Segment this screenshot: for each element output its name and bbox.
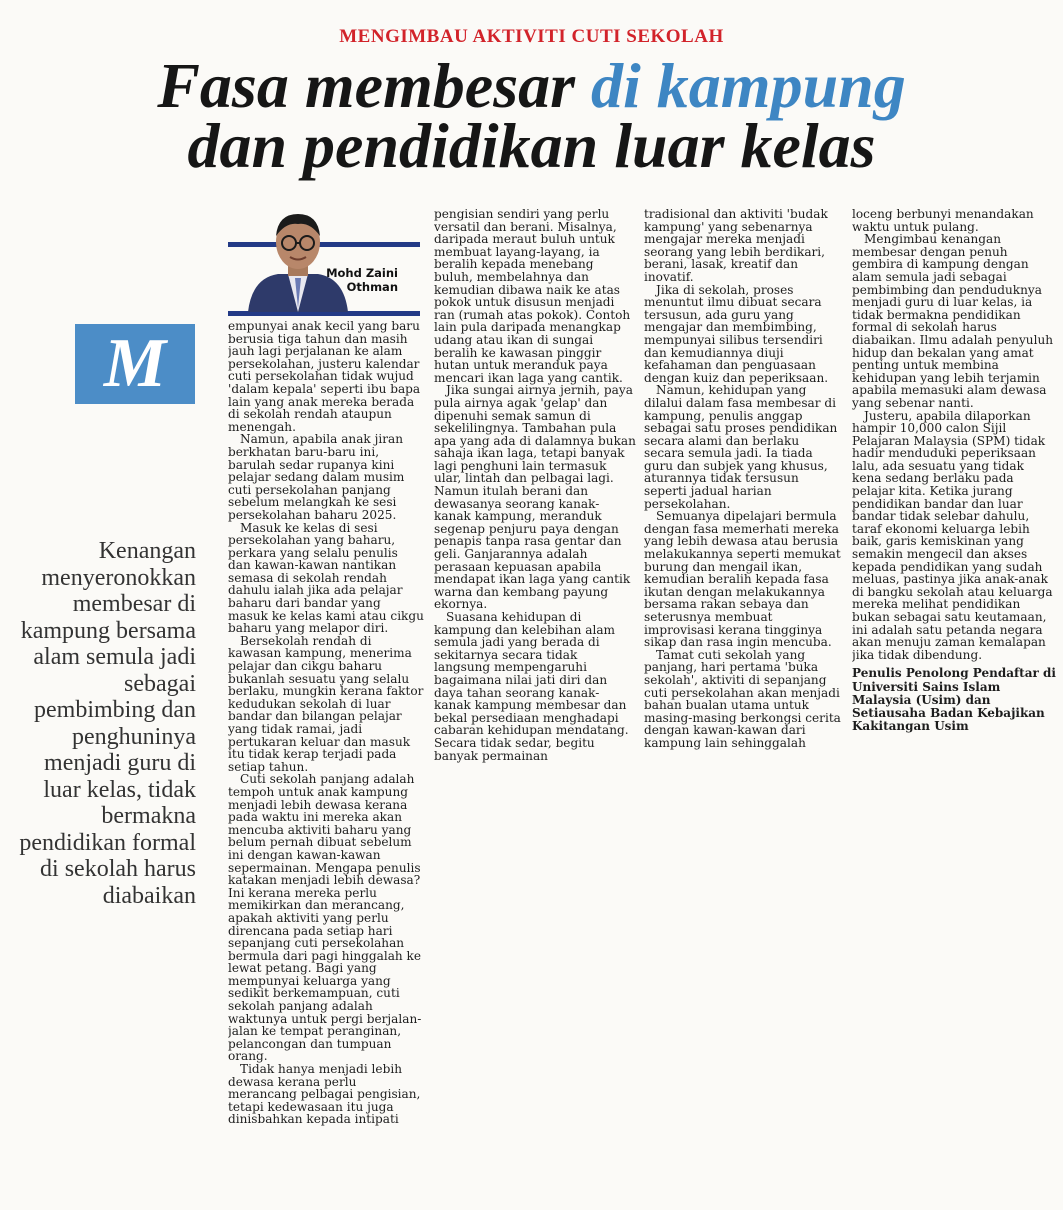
headline: [0, 50, 1063, 181]
dropcap-letter: M: [103, 325, 167, 402]
dropcap: [75, 324, 195, 404]
paragraph: Masuk ke kelas di sesi persekolahan yang baharu, perkara yang selalu penulis dan kawan-kawan nantikan semasa di sekolah rendah dahulu ialah jika ada pelajar baharu dari bandar yang masuk ke kelas kami atau cikgu baharu yang melapor diri.: [228, 520, 424, 636]
paragraph: empunyai anak kecil yang baru berusia tiga tahun dan masih jauh lagi perjalanan ke alam persekolahan, justeru kalendar cuti persekolahan tidak wujud 'dalam kepala' seperti ibu bapa lain yang anak mereka berada di sekolah rendah ataupun menengah.: [228, 320, 421, 434]
headline-highlight: di kampung: [591, 50, 906, 121]
pullquote: Kenangan menyeronokkan membesar di kampung bersama alam semula jadi sebagai pembimbing dan penghuninya menjadi guru di luar kelas, tidak bermakna pendidikan formal di sekolah harus diabaikan: [19, 538, 196, 909]
paragraph: loceng berbunyi menandakan waktu untuk pulang.: [852, 208, 1034, 234]
author-first: Mohd Zaini: [326, 266, 398, 280]
paragraph: Bersekolah rendah di kawasan kampung, menerima pelajar dan cikgu baharu bukanlah sesuatu yang selalu berlaku, mungkin kerana faktor kedudukan sekolah di luar bandar dan bilangan pelajar yang tidak ramai, jadi pertukaran keluar dan masuk itu tidak kerap terjadi pada setiap tahun.: [228, 633, 424, 774]
paragraph: Mengimbau kenangan membesar dengan penuh gembira di kampung dengan alam semula jadi sebagai pembimbing dan penduduknya menjadi guru di luar kelas, ia tidak bermakna pendidikan formal di sekolah harus diabaikan. Ilmu adalah penyuluh hidup dan bekalan yang amat penting untuk membina kehidupan yang lebih terjamin apabila memasuki alam dewasa yang sebenar nanti.: [852, 232, 1054, 410]
paragraph: tradisional dan aktiviti 'budak kampung' yang sebenarnya mengajar mereka menjadi seorang yang lebih berdikari, berani, lasak, kreatif dan inovatif.: [644, 208, 828, 284]
paragraph: Tidak hanya menjadi lebih dewasa kerana perlu merancang pelbagai pengisian, tetapi kedewasaan itu juga dinisbahkan kepada intipati: [228, 1062, 421, 1127]
author-bio: Penulis Penolong Pendaftar di Universiti Sains Islam Malaysia (Usim) dan Setiausaha Badan Kebajikan Kakitangan Usim: [852, 666, 1056, 734]
author-box: [228, 208, 420, 316]
author-photo: [238, 208, 358, 312]
article-column-3: [644, 208, 842, 788]
author-name: [326, 266, 398, 294]
paragraph: Justeru, apabila dilaporkan hampir 10,000 calon Sijil Pelajaran Malaysia (SPM) tidak hadir menduduki peperiksaan lalu, ada sesuatu yang tidak kena sedang berlaku pada pelajar kita. Ketika jurang pendidikan bandar dan luar bandar tidak selebar dahulu, taraf ekonomi keluarga lebih baik, garis kemiskinan yang semakin mengecil dan akses kepada pendidikan yang sudah meluas, pastinya jika anak-anak di bangku sekolah atau keluarga mereka melihat pendidikan bukan sebagai satu keutamaan, ini adalah satu petanda negara akan menuju zaman kemalapan jika tidak dibendung.: [852, 408, 1053, 662]
paragraph: Suasana kehidupan di kampung dan kelebihan alam semula jadi yang berada di sekitarnya secara tidak langsung mempengaruhi bagaimana nilai jati diri dan daya tahan seorang kanak-kanak kampung membesar dan bekal persediaan menghadapi cabaran kehidupan mendatang. Secara tidak sedar, begitu banyak permainan: [434, 610, 629, 763]
paragraph: Jika di sekolah, proses menuntut ilmu dibuat secara tersusun, ada guru yang mengajar dan membimbing, mempunyai silibus tersendiri dan kemudiannya diuji kefahaman dan penguasaan dengan kuiz dan peperiksaan.: [644, 282, 829, 385]
headline-part1: Fasa membesar: [157, 50, 592, 121]
author-last: Othman: [346, 280, 398, 294]
paragraph: Semuanya dipelajari bermula dengan fasa memerhati mereka yang lebih dewasa atau berusia melakukannya seperti memukat burung dan mengail ikan, kemudian beralih kepada fasa ikutan dengan melakukannya bersama rakan sebaya dan seterusnya membuat improvisasi kerana tingginya sikap dan rasa ingin mencuba.: [644, 509, 841, 650]
paragraph: Jika sungai airnya jernih, paya pula airnya agak 'gelap' dan dipenuhi semak samun di sekelilingnya. Tambahan pula apa yang ada di dalamnya bukan sahaja ikan laga, tetapi banyak lagi penghuni lain termasuk ular, lintah dan pelbagai lagi. Namun itulah berani dan dewasanya seorang kanak-kanak kampung, meranduk segenap penjuru paya dengan penapis tanpa rasa gentar dan geli. Ganjarannya adalah perasaan kepuasan apabila mendapat ikan laga yang cantik warna dan kembang payung ekornya.: [434, 383, 636, 612]
paragraph: pengisian sendiri yang perlu versatil dan berani. Misalnya, daripada meraut buluh untuk membuat layang-layang, ia beralih kepada menebang buluh, membelahnya dan kemudian dibawa naik ke atas pokok untuk disusun menjadi ran (rumah atas pokok). Contoh lain pula daripada menangkap udang atau ikan di sungai beralih ke kawasan pinggir hutan untuk meranduk paya mencari ikan laga yang cantik.: [434, 208, 631, 385]
article-column-1: [228, 320, 424, 1200]
paragraph: Namun, apabila anak jiran berkhatan baru-baru ini, barulah sedar rupanya kini pelajar sedang dalam musim cuti persekolahan panjang sebelum melangkah ke sesi persekolahan baharu 2025.: [228, 432, 405, 522]
paragraph: Cuti sekolah panjang adalah tempoh untuk anak kampung menjadi lebih dewasa kerana pada waktu ini mereka akan mencuba aktiviti baharu yang belum pernah dibuat sebelum ini dengan kawan-kawan sepermainan. Mengapa penulis katakan menjadi lebih dewasa? Ini kerana mereka perlu memikirkan dan merancang, apakah aktiviti yang perlu direncana pada setiap hari sepanjang cuti persekolahan bermula dari pagi hinggalah ke lewat petang. Bagi yang mempunyai keluarga yang sedikit berkemampuan, cuti sekolah panjang adalah waktunya untuk pergi berjalan-jalan ke tempat peranginan, pelancongan dan tumpuan orang.: [228, 772, 422, 1064]
kicker: MENGIMBAU AKTIVITI CUTI SEKOLAH: [339, 26, 724, 47]
headline-line2: dan pendidikan luar kelas: [187, 110, 876, 181]
paragraph: Tamat cuti sekolah yang panjang, hari pertama 'buka sekolah', aktiviti di sepanjang cuti persekolahan akan menjadi bahan bualan utama untuk masing-masing berkongsi cerita dengan kawan-kawan dari kampung lain sehinggalah: [644, 647, 841, 750]
article-column-4: [852, 208, 1056, 788]
paragraph: Namun, kehidupan yang dilalui dalam fasa membesar di kampung, penulis anggap sebagai satu proses pendidikan secara alami dan berlaku secara semula jadi. Ia tiada guru dan subjek yang khusus, aturannya tidak tersusun seperti jadual harian persekolahan.: [644, 383, 838, 511]
article-column-2: [434, 208, 636, 788]
